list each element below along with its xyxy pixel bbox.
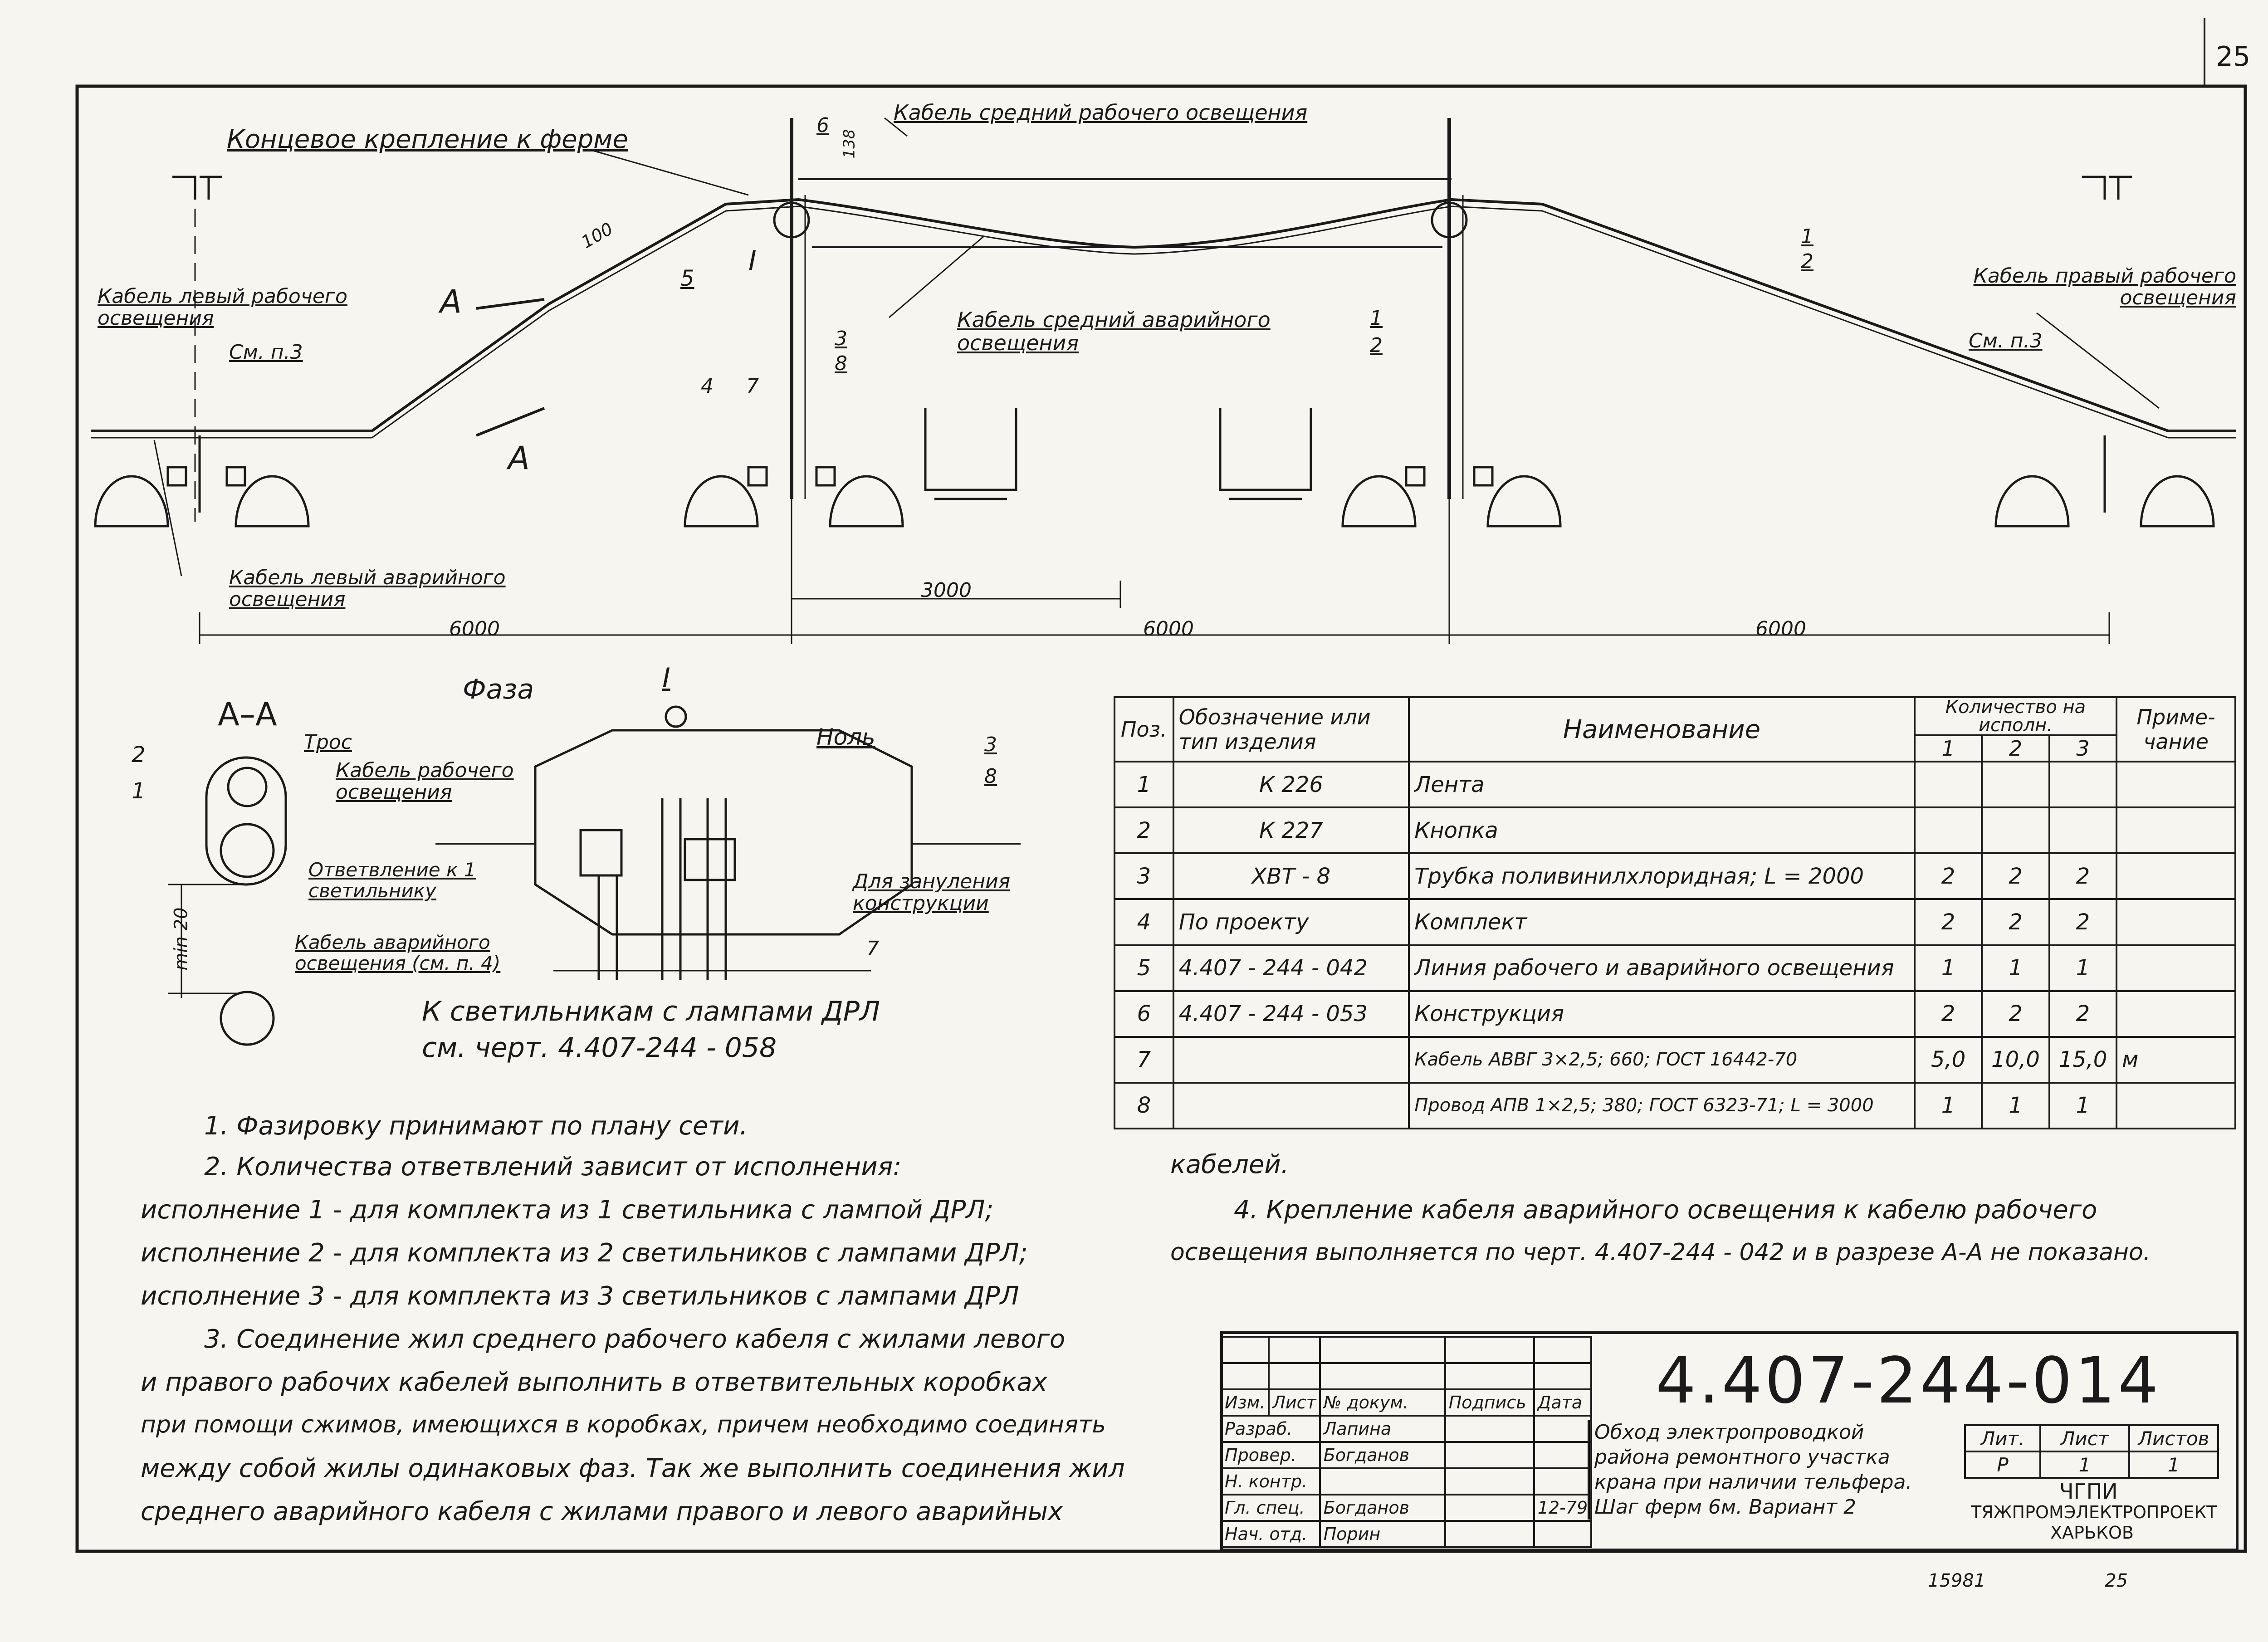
tb-header-date: Дата [1534, 1389, 1591, 1416]
spec-cell [2116, 991, 2235, 1037]
callout-1-far: 1 [1801, 225, 1813, 248]
label-end-fastening: Концевое крепление к ферме [227, 125, 628, 154]
label-right-work-cable: Кабель правый рабочего освещения [1973, 264, 2236, 310]
spec-cell: 5 [1114, 945, 1173, 991]
tb-signature [1445, 1521, 1534, 1547]
note-4a: 4. Крепление кабеля аварийного освещения к кабелю рабочего [1234, 1195, 2097, 1225]
section-aa-num-2: 2 [132, 742, 146, 767]
tb-name [1320, 1468, 1445, 1495]
tb-sheet: 1 [2040, 1451, 2129, 1478]
note-2: 2. Количества ответвлений зависит от исполнения: [204, 1152, 902, 1182]
title-description [1588, 1420, 1957, 1520]
spec-cell: 7 [1114, 1037, 1173, 1083]
callout-5: 5 [680, 266, 694, 291]
spec-cell [2049, 807, 2116, 853]
table-row [1114, 807, 2235, 853]
spec-cell: Комплект [1409, 899, 1915, 945]
detail-i-c7: 7 [866, 937, 879, 960]
tb-date [1534, 1468, 1591, 1495]
spec-cell: 5,0 [1915, 1037, 1982, 1083]
spec-cell: 1 [1915, 945, 1982, 991]
spec-cell: Линия рабочего и аварийного освещения [1409, 945, 1915, 991]
section-mark-bottom: А [508, 440, 530, 477]
spec-header-note: Приме- чание [2116, 697, 2235, 762]
spec-header-name: Наименование [1409, 697, 1915, 762]
tb-date [1534, 1521, 1591, 1547]
spec-cell: 15,0 [2049, 1037, 2116, 1083]
tb-sheet-label: Лист [2040, 1425, 2129, 1451]
spec-cell: 1 [1114, 762, 1173, 807]
lamp-group-center-right [1343, 467, 1560, 526]
title-description-line: крана при наличии тельфера. [1594, 1471, 1912, 1494]
callout-7: 7 [746, 375, 759, 398]
note-2b: исполнение 2 - для комплекта из 2 светильников с лампами ДРЛ; [141, 1238, 1028, 1268]
note-3a: 3. Соединение жил среднего рабочего кабеля с жилами левого [204, 1324, 1066, 1354]
callout-2-right: 2 [1370, 334, 1383, 357]
callout-8: 8 [835, 352, 847, 375]
tb-role: Н. контр. [1221, 1468, 1320, 1495]
dim-138: 138 [840, 129, 859, 159]
table-row [1114, 853, 2235, 899]
tb-date: 12-79 [1534, 1495, 1591, 1521]
title-description-line: Обход электропроводкой [1594, 1421, 1864, 1444]
callout-6: 6 [816, 114, 829, 137]
tb-name: Порин [1320, 1521, 1445, 1547]
tb-lit-label: Лит. [1965, 1425, 2040, 1451]
spec-cell: К 226 [1173, 762, 1409, 807]
label-see-p3-left: См. п.3 [229, 341, 303, 364]
table-row [1114, 1037, 2235, 1083]
spec-header-q2: 2 [1982, 735, 2049, 762]
spec-header-q3: 3 [2049, 735, 2116, 762]
tb-date [1534, 1442, 1591, 1468]
specification-table [1114, 696, 2236, 1129]
detail-i-zero: Ноль [816, 724, 875, 750]
spec-cell: ХВТ - 8 [1173, 853, 1409, 899]
spec-cell [1173, 1037, 1409, 1083]
tb-signature [1445, 1416, 1534, 1442]
spec-cell [2116, 899, 2235, 945]
spec-cell: 2 [1915, 853, 1982, 899]
tb-role: Нач. отд. [1221, 1521, 1320, 1547]
tb-header-doc: № докум. [1320, 1389, 1445, 1416]
section-aa-emergency: Кабель аварийного освещения (см. п. 4) [295, 931, 501, 975]
section-aa-drawing [168, 757, 286, 1045]
spec-cell [1915, 762, 1982, 807]
lamp-group-left [95, 435, 308, 526]
spec-cell: м [2116, 1037, 2235, 1083]
tb-role: Гл. спец. [1221, 1495, 1320, 1521]
section-aa-min-dim: min 20 [171, 907, 192, 971]
spec-cell: Провод АПВ 1×2,5; 380; ГОСТ 6323-71; L = 3000 [1409, 1083, 1915, 1129]
table-row [1114, 1083, 2235, 1129]
detail-i-c8: 8 [984, 765, 997, 788]
note-3c: при помощи сжимов, имеющихся в коробках, причем необходимо соединять [141, 1411, 1106, 1438]
spec-cell: 4.407 - 244 - 053 [1173, 991, 1409, 1037]
org-name-1: ЧГПИ [2059, 1479, 2118, 1504]
lamp-group-center-left [685, 467, 903, 526]
note-2c: исполнение 3 - для комплекта из 3 светильников с лампами ДРЛ [141, 1281, 1019, 1311]
spec-cell: 3 [1114, 853, 1173, 899]
spec-cell: 6 [1114, 991, 1173, 1037]
document-code: 4.407-244-014 [1656, 1344, 2161, 1418]
table-row [1114, 991, 2235, 1037]
note-3b: и правого рабочих кабелей выполнить в ответвительных коробках [141, 1368, 1047, 1397]
table-row [1114, 899, 2235, 945]
spec-cell [1915, 807, 1982, 853]
tb-role: Разраб. [1221, 1416, 1320, 1442]
note-3e: среднего аварийного кабеля с жилами правого и левого аварийных [141, 1497, 1063, 1526]
note-3f: кабелей. [1170, 1150, 1289, 1179]
spec-cell: К 227 [1173, 807, 1409, 853]
spec-cell [2049, 762, 2116, 807]
sheet-number: 25 [2216, 41, 2251, 73]
spec-cell [2116, 807, 2235, 853]
section-aa-num-1: 1 [132, 778, 146, 804]
section-mark-top: А [440, 283, 462, 320]
detail-i-c3: 3 [984, 733, 997, 756]
spec-cell: 8 [1114, 1083, 1173, 1129]
spec-cell [1982, 762, 2049, 807]
spec-cell: 1 [2049, 1083, 2116, 1129]
lamp-group-right [1996, 435, 2214, 526]
spec-cell [2116, 945, 2235, 991]
spec-header-qty: Количество на исполн. [1915, 697, 2116, 735]
table-row [1114, 762, 2235, 807]
tb-sheets: 1 [2129, 1451, 2218, 1478]
section-aa-work-cable: Кабель рабочего освещения [336, 759, 514, 804]
callout-4: 4 [701, 375, 714, 398]
dim-6000-3: 6000 [1755, 617, 1806, 640]
note-4b: освещения выполняется по черт. 4.407-244 - 042 и в разрезе А-А не показано. [1170, 1239, 2151, 1266]
table-row [1114, 945, 2235, 991]
label-middle-work-cable: Кабель средний рабочего освещения [894, 100, 1308, 125]
tb-signature [1445, 1442, 1534, 1468]
dim-6000-1: 6000 [449, 617, 500, 640]
spec-cell: 1 [1982, 1083, 2049, 1129]
tb-name: Лапина [1320, 1416, 1445, 1442]
dim-6000-2: 6000 [1143, 617, 1194, 640]
label-left-emergency-cable: Кабель левый аварийного освещения [229, 566, 506, 611]
spec-cell: 1 [1915, 1083, 1982, 1129]
callout-3: 3 [835, 327, 847, 350]
title-description-line: района ремонтного участка [1594, 1446, 1890, 1469]
spec-cell: По проекту [1173, 899, 1409, 945]
tb-sheets-label: Листов [2129, 1425, 2218, 1451]
tb-header-list: Лист [1269, 1389, 1320, 1416]
tb-signature [1445, 1495, 1534, 1521]
spec-header-pos: Поз. [1114, 697, 1173, 762]
detail-i-phase: Фаза [463, 674, 534, 705]
org-name-3: ХАРЬКОВ [2050, 1523, 2134, 1543]
callout-1-right: 1 [1370, 307, 1383, 330]
spec-cell: Кнопка [1409, 807, 1915, 853]
spec-header-designation: Обозначение или тип изделия [1173, 697, 1409, 762]
section-aa-tros: Трос [304, 731, 352, 754]
spec-cell: 4 [1114, 899, 1173, 945]
spec-cell: Лента [1409, 762, 1915, 807]
section-aa-branch: Ответвление к 1 светильнику [308, 859, 476, 902]
tb-name: Богданов [1320, 1495, 1445, 1521]
tb-header-izm: Изм. [1221, 1389, 1269, 1416]
callout-2-far: 2 [1801, 250, 1813, 273]
label-left-work-cable: Кабель левый рабочего освещения [98, 285, 347, 330]
spec-cell: 2 [1114, 807, 1173, 853]
spec-cell: 2 [2049, 899, 2116, 945]
title-block-signatures [1220, 1336, 1592, 1548]
spec-cell: 10,0 [1982, 1037, 2049, 1083]
spec-cell [2116, 853, 2235, 899]
spec-cell: Кабель АВВГ 3×2,5; 660; ГОСТ 16442-70 [1409, 1037, 1915, 1083]
spec-cell: 2 [1915, 991, 1982, 1037]
spec-cell [2116, 762, 2235, 807]
note-2a: исполнение 1 - для комплекта из 1 светильника с лампой ДРЛ; [141, 1195, 994, 1225]
footer-stamp-2: 25 [2105, 1570, 2128, 1591]
spec-cell: 2 [1982, 899, 2049, 945]
dim-100: 100 [577, 218, 616, 253]
dim-3000: 3000 [921, 579, 972, 602]
detail-i-grounding: Для зануления конструкции [853, 870, 1011, 915]
spec-cell [1173, 1083, 1409, 1129]
tb-lit: Р [1965, 1451, 2040, 1478]
tb-role: Провер. [1221, 1442, 1320, 1468]
tb-name: Богданов [1320, 1442, 1445, 1468]
spec-cell: 4.407 - 244 - 042 [1173, 945, 1409, 991]
title-block-sheet-info [1964, 1424, 2219, 1479]
note-3d: между собой жилы одинаковых фаз. Так же выполнить соединения жил [141, 1454, 1125, 1483]
tb-header-sign: Подпись [1445, 1389, 1534, 1416]
spec-cell: 1 [1982, 945, 2049, 991]
spec-cell: Конструкция [1409, 991, 1915, 1037]
spec-cell: 2 [2049, 853, 2116, 899]
label-see-p3-right: См. п.3 [1969, 329, 2043, 352]
spec-cell: 2 [1915, 899, 1982, 945]
spec-cell: 2 [2049, 991, 2116, 1037]
spec-cell: 1 [2049, 945, 2116, 991]
detail-mark-main: I [748, 245, 757, 277]
tb-signature [1445, 1468, 1534, 1495]
label-middle-emergency-cable: Кабель средний аварийного освещения [957, 308, 1271, 355]
note-1: 1. Фазировку принимают по плану сети. [204, 1111, 748, 1141]
spec-cell: 2 [1982, 853, 2049, 899]
spec-cell: Трубка поливинилхлоридная; L = 2000 [1409, 853, 1915, 899]
detail-i-see-drawing: см. черт. 4.407-244 - 058 [422, 1032, 777, 1064]
spec-cell: 2 [1982, 991, 2049, 1037]
footer-stamp-1: 15981 [1928, 1570, 1986, 1591]
tb-date [1534, 1416, 1591, 1442]
org-name-2: ТЯЖПРОМЭЛЕКТРОПРОЕКТ [1971, 1502, 2217, 1522]
section-aa-title: А–А [218, 696, 277, 733]
title-description-line: Шаг ферм 6м. Вариант 2 [1594, 1495, 1857, 1519]
detail-i-to-lamps: К светильникам с лампами ДРЛ [422, 996, 880, 1027]
detail-i-mark: I [662, 662, 670, 694]
spec-header-q1: 1 [1915, 735, 1982, 762]
spec-cell [1982, 807, 2049, 853]
spec-cell [2116, 1083, 2235, 1129]
